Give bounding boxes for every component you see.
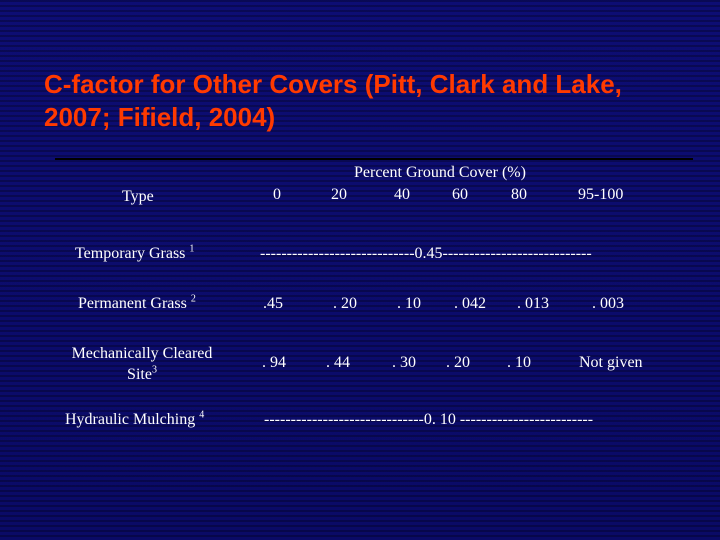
cover-column-0: 0 [273,186,281,203]
cover-column-60: 60 [452,186,468,203]
table-row-mechanically-cleared-label [52,344,232,386]
permanent-grass-value-20: . 20 [333,295,357,312]
table-row-hydraulic-mulching-value: ------------------------------0. 10 ------------------------- [264,411,594,428]
percent-cover-header: Percent Ground Cover (%) [354,164,526,181]
type-column-header: Type [122,188,154,205]
slide-title: C-factor for Other Covers (Pitt, Clark and Lake, 2007; Fifield, 2004) [44,69,622,133]
row-label-text: Temporary Grass [75,245,186,262]
permanent-grass-value-80: . 013 [517,295,549,312]
footnote-marker: 2 [190,293,196,305]
footnote-marker: 1 [189,243,195,255]
permanent-grass-value-0: .45 [263,295,283,312]
permanent-grass-value-60: . 042 [454,295,486,312]
table-row-temporary-grass-value: -----------------------------0.45---------------------------- [260,245,592,262]
row-label-text: Hydraulic Mulching [65,411,196,428]
table-row-hydraulic-mulching-label [65,411,204,429]
mechanically-cleared-value-95-100: Not given [579,354,643,371]
row-label-line2-wrap [52,365,232,386]
row-label-line1: Mechanically Cleared [71,345,213,362]
permanent-grass-value-40: . 10 [397,295,421,312]
mechanically-cleared-value-20: . 44 [326,354,350,371]
mechanically-cleared-value-80: . 10 [507,354,531,371]
mechanically-cleared-value-40: . 30 [392,354,416,371]
cover-column-80: 80 [511,186,527,203]
row-label-line2: Site [127,365,152,383]
header-divider [55,158,693,160]
table-row-permanent-grass-label [78,295,196,313]
cover-column-95-100: 95-100 [578,186,624,203]
row-label-text: Permanent Grass [78,295,187,312]
table-row-temporary-grass-label [75,245,194,263]
permanent-grass-value-95-100: . 003 [592,295,624,312]
mechanically-cleared-value-0: . 94 [262,354,286,371]
mechanically-cleared-value-60: . 20 [446,354,470,371]
footnote-marker: 4 [199,409,205,421]
cover-column-40: 40 [394,186,410,203]
footnote-marker: 3 [151,364,157,376]
cover-column-20: 20 [331,186,347,203]
